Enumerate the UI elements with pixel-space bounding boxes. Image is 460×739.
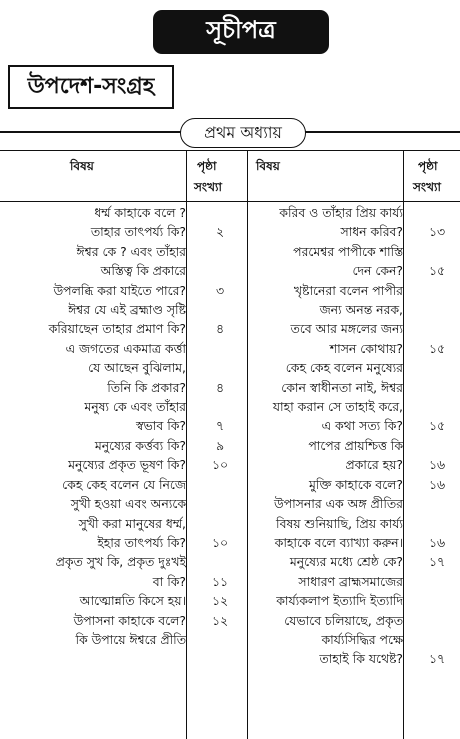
toc-entry-text [0,552,190,591]
toc-entry-line: খৃষ্টানেরা বলেন পাপীর [293,282,403,298]
toc-entry-page: ৪ [215,321,225,337]
toc-entry-line: বিষয় শুনিয়াছি, প্রিয় কার্য্য [276,515,403,531]
toc-entry-line: উপাসনার এক অঙ্গ প্রীতির [274,496,403,512]
toc-entry [247,358,460,436]
toc-entry-line: ইহার তাৎপর্য্য কি? [97,534,186,550]
right-subject-header: বিষয় [256,159,280,173]
toc-entry-text [0,222,190,241]
toc-entry-text [0,591,190,610]
toc-entry-line: কোন স্বাধীনতা নাই, ঈশ্বর [281,379,403,395]
toc-entry-line: স্বভাব কি? [136,418,186,434]
toc-entry-page: ১২ [211,593,229,609]
toc-entry [0,475,250,553]
toc-entry-line: কার্য্যকলাপ ইত্যাদি ইত্যাদি [276,593,403,609]
toc-entry-line: ঈশ্বর যে এই ব্রহ্মাণ্ড সৃষ্টি [68,302,186,318]
toc-entry-text [0,630,190,649]
left-toc-column [0,203,250,649]
toc-entry-line: দেন কেন? [352,263,403,279]
toc-entry-text [0,475,190,553]
divider-header-bottom [0,201,460,202]
toc-entry-line: করিয়াছেন তাহার প্রমাণ কি? [48,321,186,337]
toc-entry-line: ঈশ্বর কে ? এবং তাঁহার [76,243,186,259]
toc-entry-line: যে আছেন বুঝিলাম, [88,360,186,376]
toc-entry-page: ১০ [211,457,229,473]
toc-entry-text [247,358,407,436]
toc-entry-line: তাহাই কি যথেষ্ট? [319,651,403,667]
section-heading: উপদেশ-সংগ্রহ [8,65,174,109]
toc-entry-text [247,203,407,242]
toc-entry-line: তিনি কি প্রকার? [107,379,186,395]
toc-entry-line: এ জগতের একমাত্র কর্ত্তা [65,340,186,356]
toc-entry-line: বা কি? [152,573,186,589]
toc-entry [247,242,460,281]
toc-entry [247,203,460,242]
toc-entry [247,436,460,475]
toc-entry-page: ১৩ [428,224,446,240]
toc-entry [0,203,250,222]
toc-entry-page: ১৭ [428,651,446,667]
toc-entry-page: ১৭ [428,554,446,570]
toc-entry-page: ৯ [215,437,225,453]
toc-entry [247,552,460,571]
toc-entry-line: মুক্তি কাহাকে বলে? [308,476,403,492]
toc-entry-text [0,455,190,474]
toc-entry-line: প্রকারে হয়? [345,457,403,473]
toc-entry-line: যেভাবে চলিয়াছে, প্রকৃত [284,612,403,628]
toc-entry-line: তাহার তাৎপর্য্য কি? [90,224,186,240]
toc-entry [0,630,250,649]
toc-entry-line: এ কথা সত্য কি? [321,418,403,434]
left-page-header-line1: পৃষ্ঠা [197,159,217,173]
toc-entry-page: ১৫ [428,340,446,356]
toc-entry-page: ৪ [215,379,225,395]
toc-entry-text [247,436,407,475]
toc-entry [0,339,250,397]
toc-entry-text [0,397,190,436]
toc-entry-page: ২ [215,224,225,240]
toc-entry-line: উপাসনা কাহাকে বলে? [73,612,186,628]
toc-entry [247,572,460,669]
toc-entry-line: সুখী হওয়া এবং অন্যকে [70,496,186,512]
toc-entry-page: ১০ [211,534,229,550]
toc-entry-line: প্রকৃত সুখ কি, প্রকৃত দুঃখই [55,554,186,570]
divider-header-top [0,150,460,151]
toc-entry-text [247,281,407,359]
page-title: সূচীপত্র [153,10,329,54]
toc-entry-text [0,611,190,630]
toc-entry-page: ৭ [215,418,225,434]
toc-entry-line: কেহ কেহ বলেন যে নিজে [62,476,186,492]
toc-entry-line: ধর্ম্ম কাহাকে বলে ? [94,205,186,220]
toc-entry-line: কেহ কেহ বলেন মনুষ্যের [285,360,403,376]
right-toc-column [247,203,460,669]
toc-entry-text [247,475,407,494]
right-page-header-line1: পৃষ্ঠা [418,159,438,173]
left-subject-header: বিষয় [70,159,94,173]
toc-entry-text [0,339,190,397]
toc-entry [0,455,250,474]
toc-entry-line: মনুষ্যের কর্ত্তব্য কি? [94,437,186,453]
toc-entry-line: কার্য্যসিদ্ধির পক্ষে [321,631,403,647]
toc-entry-text [247,552,407,571]
toc-entry-line: পরমেশ্বর পাপীকে শাস্তি [293,243,403,259]
toc-entry-text [0,436,190,455]
toc-entry-line: করিব ও তাঁহার প্রিয় কার্য্য [279,205,403,220]
toc-entry-line: মনুষ্যের মধ্যে শ্রেষ্ঠ কে? [289,554,403,570]
toc-entry-page: ১৫ [428,418,446,434]
toc-entry-text [0,242,190,300]
toc-entry-line: অস্তিত্ব কি প্রকারে [100,263,186,279]
toc-entry-text [247,494,407,552]
toc-entry-page: ১১ [211,573,229,589]
toc-entry-page: ১৬ [428,457,446,473]
toc-entry-page: ১২ [211,612,229,628]
toc-entry-line: সাধারণ ব্রাহ্মসমাজের [298,573,403,589]
toc-entry-line: কাহাকে বলে ব্যাখ্যা করুন। [274,534,403,550]
toc-entry-line: জন্য অনন্ত নরক, [319,302,403,318]
toc-entry-line: মনুষ্যের প্রকৃত ভূষণ কি? [68,457,186,473]
toc-entry-line: তবে আর মঙ্গলের জন্য [290,321,403,337]
toc-entry [0,591,250,610]
toc-entry-line: কি উপায়ে ঈশ্বরে প্রীতি [75,631,186,647]
toc-entry-text [247,572,407,669]
toc-entry-line: পাপের প্রায়শ্চিত্ত কি [308,437,403,453]
toc-entry-line: যাহা করান সে তাহাই করে, [272,399,403,415]
toc-entry-line: মনুষ্য কে এবং তাঁহার [84,399,186,415]
toc-entry [0,222,250,241]
toc-entry-line: সাধন করিব? [340,224,403,240]
toc-entry [247,475,460,494]
toc-entry-line: উপলব্ধি করা যাইতে পারে? [53,282,186,298]
toc-entry [0,242,250,300]
toc-entry-text [0,203,190,222]
toc-entry [0,436,250,455]
toc-entry-page: ১৬ [428,476,446,492]
toc-entry-text [0,300,190,339]
toc-entry [0,397,250,436]
left-page-header-line2: সংখ্যা [194,180,222,194]
toc-entry [0,611,250,630]
toc-entry [0,552,250,591]
toc-entry [0,300,250,339]
chapter-heading: প্রথম অধ্যায় [180,118,306,148]
toc-entry-page: ৩ [215,282,225,298]
toc-entry-line: শাসন কোথায়? [329,340,403,356]
toc-entry-line: সুখী করা মানুষের ধর্ম্ম, [78,515,186,531]
toc-entry-text [247,242,407,281]
toc-entry-page: ১৫ [428,263,446,279]
toc-entry-line: আত্মোন্নতি কিসে হয়। [79,593,186,609]
right-page-header-line2: সংখ্যা [413,180,441,194]
toc-entry [247,281,460,359]
toc-entry-page: ১৬ [428,534,446,550]
toc-entry [247,494,460,552]
